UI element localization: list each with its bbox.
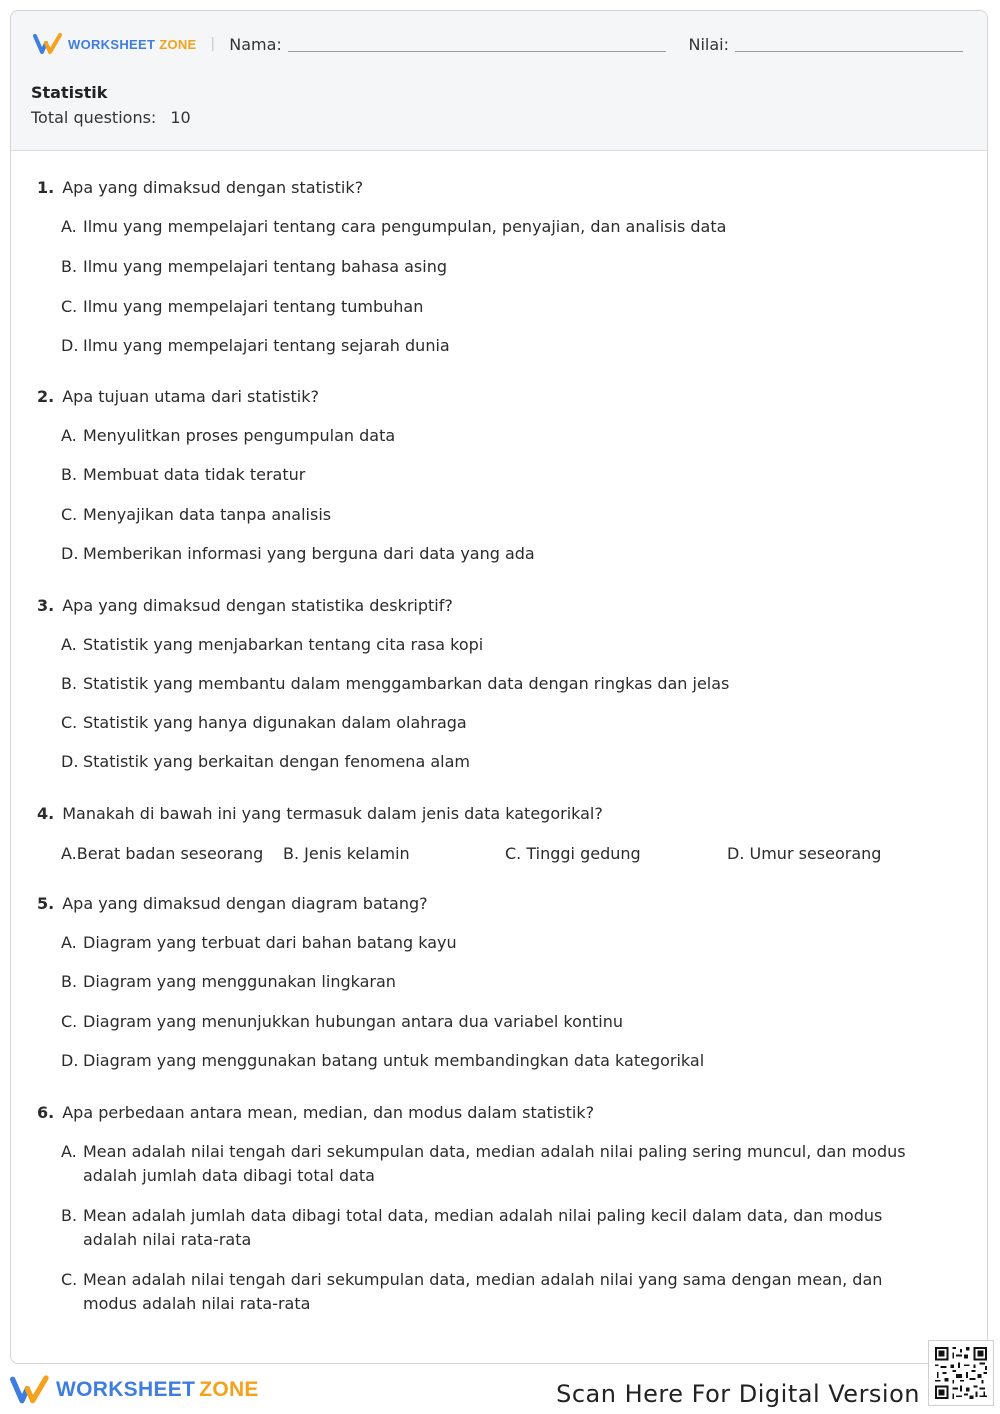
question-text: Apa yang dimaksud dengan statistika deskriptif? [62, 596, 453, 615]
option-text: Diagram yang terbuat dari bahan batang kayu [83, 933, 457, 952]
option-text: Ilmu yang mempelajari tentang bahasa asing [83, 257, 447, 276]
question-number: 4. [37, 804, 55, 823]
worksheet-title: Statistik [31, 83, 108, 102]
option-letter: B. [61, 972, 78, 991]
option-text: Berat badan seseorang [76, 844, 264, 863]
question-number: 2. [37, 387, 55, 406]
option-text: Statistik yang hanya digunakan dalam olahraga [83, 713, 467, 732]
option-letter: D. [727, 844, 745, 863]
option-letter: B. [61, 1206, 78, 1225]
option-c[interactable] [61, 711, 941, 735]
question-number: 6. [37, 1103, 55, 1122]
scan-caption: Scan Here For Digital Version [556, 1380, 920, 1408]
option-letter: B. [61, 674, 78, 693]
brand-zone: ZONE [159, 36, 197, 52]
brand-zone: ZONE [199, 1378, 259, 1401]
total-questions [31, 108, 191, 127]
option-b[interactable] [61, 672, 941, 696]
question-stem [37, 178, 363, 197]
option-text: Mean adalah jumlah data dibagi total data, median adalah nilai paling kecil dalam data, dan modus adalah nilai rata-rata [83, 1206, 883, 1249]
worksheet-card [10, 10, 988, 1364]
option-c[interactable] [61, 1268, 941, 1316]
score-group [689, 35, 964, 54]
question-stem [37, 387, 319, 406]
option-letter: C. [61, 713, 78, 732]
brand-word: WORKSHEET [56, 1378, 196, 1401]
question-text: Manakah di bawah ini yang termasuk dalam jenis data kategorikal? [62, 804, 603, 823]
option-c[interactable] [61, 503, 941, 527]
question-text: Apa yang dimaksud dengan diagram batang? [62, 894, 428, 913]
option-text: Mean adalah nilai tengah dari sekumpulan data, median adalah nilai yang sama dengan mean, dan modus adalah nilai rata-rata [83, 1270, 883, 1313]
option-d[interactable] [727, 844, 881, 863]
header-brand-row [33, 33, 963, 55]
question-stem [37, 596, 453, 615]
option-a[interactable] [61, 424, 941, 448]
total-questions-value: 10 [170, 108, 191, 127]
option-letter: A. [61, 933, 77, 952]
option-text: Ilmu yang mempelajari tentang tumbuhan [83, 297, 424, 316]
brand-word: WORKSHEET [68, 36, 156, 52]
option-b[interactable] [61, 463, 941, 487]
score-field[interactable] [735, 37, 963, 52]
question-text: Apa yang dimaksud dengan statistik? [62, 178, 364, 197]
option-text: Diagram yang menggunakan lingkaran [83, 972, 396, 991]
option-letter: A. [61, 1142, 77, 1161]
option-a[interactable] [61, 844, 263, 863]
option-letter: D. [61, 544, 79, 563]
option-text: Diagram yang menunjukkan hubungan antara dua variabel kontinu [83, 1012, 623, 1031]
option-letter: D. [61, 336, 79, 355]
option-c[interactable] [505, 844, 641, 863]
option-letter: D. [61, 1051, 79, 1070]
question-stem [37, 1103, 594, 1122]
option-text: Tinggi gedung [526, 844, 641, 863]
option-text: Statistik yang menjabarkan tentang cita rasa kopi [83, 635, 484, 654]
option-text: Menyulitkan proses pengumpulan data [83, 426, 396, 445]
name-field[interactable] [288, 37, 666, 52]
option-b[interactable] [61, 1204, 941, 1252]
option-a[interactable] [61, 1140, 941, 1188]
question-stem [37, 804, 603, 823]
option-text: Menyajikan data tanpa analisis [83, 505, 332, 524]
worksheetzone-logo-icon [33, 33, 63, 55]
option-d[interactable] [61, 334, 941, 358]
option-letter: B. [61, 257, 78, 276]
option-d[interactable] [61, 542, 941, 566]
question-stem [37, 894, 428, 913]
option-text: Membuat data tidak teratur [83, 465, 306, 484]
score-label: Nilai: [688, 34, 729, 54]
worksheetzone-logo-icon [10, 1375, 50, 1405]
option-c[interactable] [61, 1010, 941, 1034]
option-letter: B. [283, 844, 300, 863]
question-number: 3. [37, 596, 55, 615]
option-text: Mean adalah nilai tengah dari sekumpulan data, median adalah nilai paling sering muncul, dan modus adalah jumlah data dibagi total data [83, 1142, 906, 1185]
option-text: Umur seseorang [749, 844, 882, 863]
option-letter: C. [61, 1012, 78, 1031]
option-letter: A. [61, 844, 77, 863]
name-label: Nama: [229, 34, 282, 54]
option-text: Ilmu yang mempelajari tentang cara pengumpulan, penyajian, dan analisis data [83, 217, 727, 236]
footer-logo [10, 1375, 259, 1405]
option-c[interactable] [61, 295, 941, 319]
option-a[interactable] [61, 633, 941, 657]
option-b[interactable] [61, 255, 941, 279]
option-letter: D. [61, 752, 79, 771]
option-letter: B. [61, 465, 78, 484]
option-text: Statistik yang berkaitan dengan fenomena alam [83, 752, 470, 771]
option-letter: A. [61, 635, 77, 654]
option-b[interactable] [61, 970, 941, 994]
option-d[interactable] [61, 1049, 941, 1073]
option-text: Diagram yang menggunakan batang untuk membandingkan data kategorikal [83, 1051, 705, 1070]
option-letter: C. [61, 505, 78, 524]
option-d[interactable] [61, 750, 941, 774]
option-b[interactable] [283, 844, 410, 863]
question-number: 1. [37, 178, 55, 197]
option-letter: A. [61, 217, 77, 236]
option-text: Statistik yang membantu dalam menggambarkan data dengan ringkas dan jelas [83, 674, 730, 693]
option-a[interactable] [61, 931, 941, 955]
total-questions-label: Total questions: [31, 108, 157, 127]
question-text: Apa perbedaan antara mean, median, dan modus dalam statistik? [62, 1103, 595, 1122]
page-footer [0, 1366, 1000, 1414]
brand-name [68, 37, 197, 52]
option-letter: A. [61, 426, 77, 445]
option-text: Jenis kelamin [304, 844, 410, 863]
question-text: Apa tujuan utama dari statistik? [62, 387, 319, 406]
brand-divider: | [210, 36, 216, 52]
option-letter: C. [61, 297, 78, 316]
question-number: 5. [37, 894, 55, 913]
option-text: Ilmu yang mempelajari tentang sejarah dunia [83, 336, 450, 355]
footer-brand-name [56, 1378, 259, 1402]
option-text: Memberikan informasi yang berguna dari data yang ada [83, 544, 535, 563]
option-a[interactable] [61, 215, 941, 239]
option-letter: C. [61, 1270, 78, 1289]
worksheet-header [11, 11, 987, 151]
option-letter: C. [505, 844, 522, 863]
qr-code-icon[interactable] [928, 1340, 994, 1406]
